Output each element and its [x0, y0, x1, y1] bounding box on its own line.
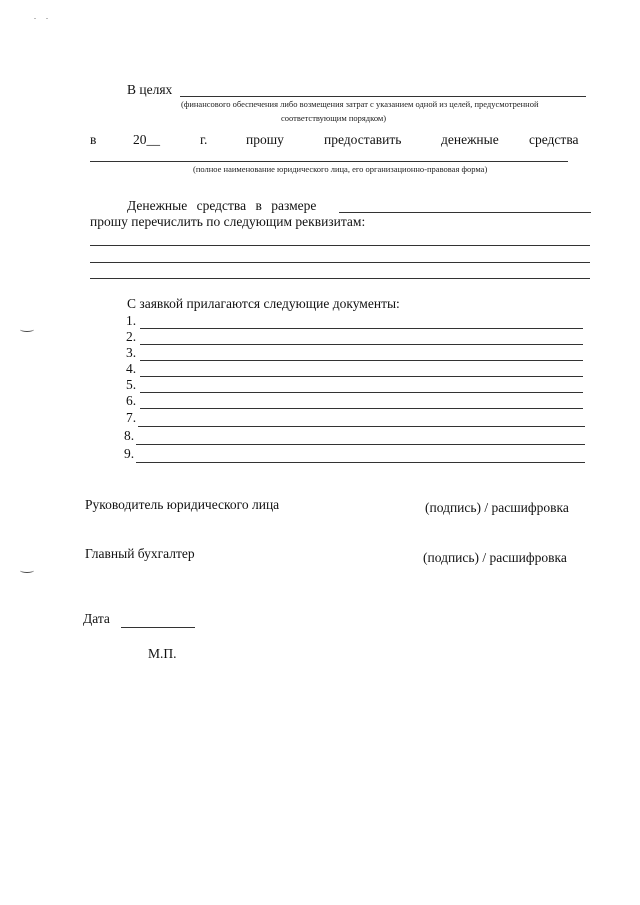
attachment-field[interactable] — [140, 360, 583, 361]
attachment-number: 1. — [126, 313, 137, 328]
punch-hole-mark — [20, 568, 34, 573]
attachment-field[interactable] — [136, 462, 585, 463]
request-word-money: денежные — [441, 132, 499, 147]
attachment-number: 3. — [126, 345, 137, 360]
request-word-funds: средства — [529, 132, 579, 147]
purpose-note-line1: (финансового обеспечения либо возмещения затрат с указанием одной из целей, предусмотренной — [181, 99, 539, 109]
head-signature-label: Руководитель юридического лица — [85, 497, 280, 512]
entity-name-field[interactable] — [90, 161, 568, 162]
attachment-field[interactable] — [140, 408, 583, 409]
attachment-number: 4. — [126, 361, 137, 376]
attachment-number: 7. — [126, 410, 137, 425]
punch-hole-mark — [20, 327, 34, 332]
attachment-field[interactable] — [140, 376, 583, 377]
date-label: Дата — [83, 611, 110, 626]
request-year-suffix: г. — [200, 132, 208, 147]
attachments-heading: С заявкой прилагаются следующие документы: — [127, 296, 400, 311]
request-word-provide: предоставить — [324, 132, 402, 147]
head-signature-caption: (подпись) / расшифровка — [425, 500, 569, 515]
requisites-line-1[interactable] — [90, 245, 590, 246]
accountant-signature-label: Главный бухгалтер — [85, 546, 195, 561]
attachment-field[interactable] — [140, 392, 583, 393]
purpose-label: В целях — [127, 82, 173, 97]
amount-text: Денежные средства в размере — [127, 198, 317, 213]
attachment-field[interactable] — [136, 444, 585, 445]
requisites-line-2[interactable] — [90, 262, 590, 263]
attachment-number: 6. — [126, 393, 137, 408]
scan-speck — [34, 18, 36, 19]
attachment-field[interactable] — [138, 426, 585, 427]
purpose-note-line2: соответствующим порядком) — [281, 113, 387, 123]
attachment-number: 2. — [126, 329, 137, 344]
entity-note: (полное наименование юридического лица, его организационно-правовая форма) — [193, 164, 488, 174]
attachment-number: 5. — [126, 377, 137, 392]
stamp-label: М.П. — [148, 646, 177, 661]
purpose-field[interactable] — [180, 96, 586, 97]
request-year: 20__ — [133, 132, 160, 147]
accountant-signature-caption: (подпись) / расшифровка — [423, 550, 567, 565]
date-field[interactable] — [121, 627, 195, 628]
scan-speck — [46, 18, 48, 19]
attachment-number: 8. — [124, 428, 135, 443]
requisites-line-3[interactable] — [90, 278, 590, 279]
request-word-ask: прошу — [246, 132, 284, 147]
amount-field[interactable] — [339, 212, 591, 213]
attachment-number: 9. — [124, 446, 135, 461]
transfer-text: прошу перечислить по следующим реквизитам: — [90, 214, 366, 229]
attachment-field[interactable] — [140, 328, 583, 329]
request-word-in: в — [90, 132, 97, 147]
attachment-field[interactable] — [140, 344, 583, 345]
